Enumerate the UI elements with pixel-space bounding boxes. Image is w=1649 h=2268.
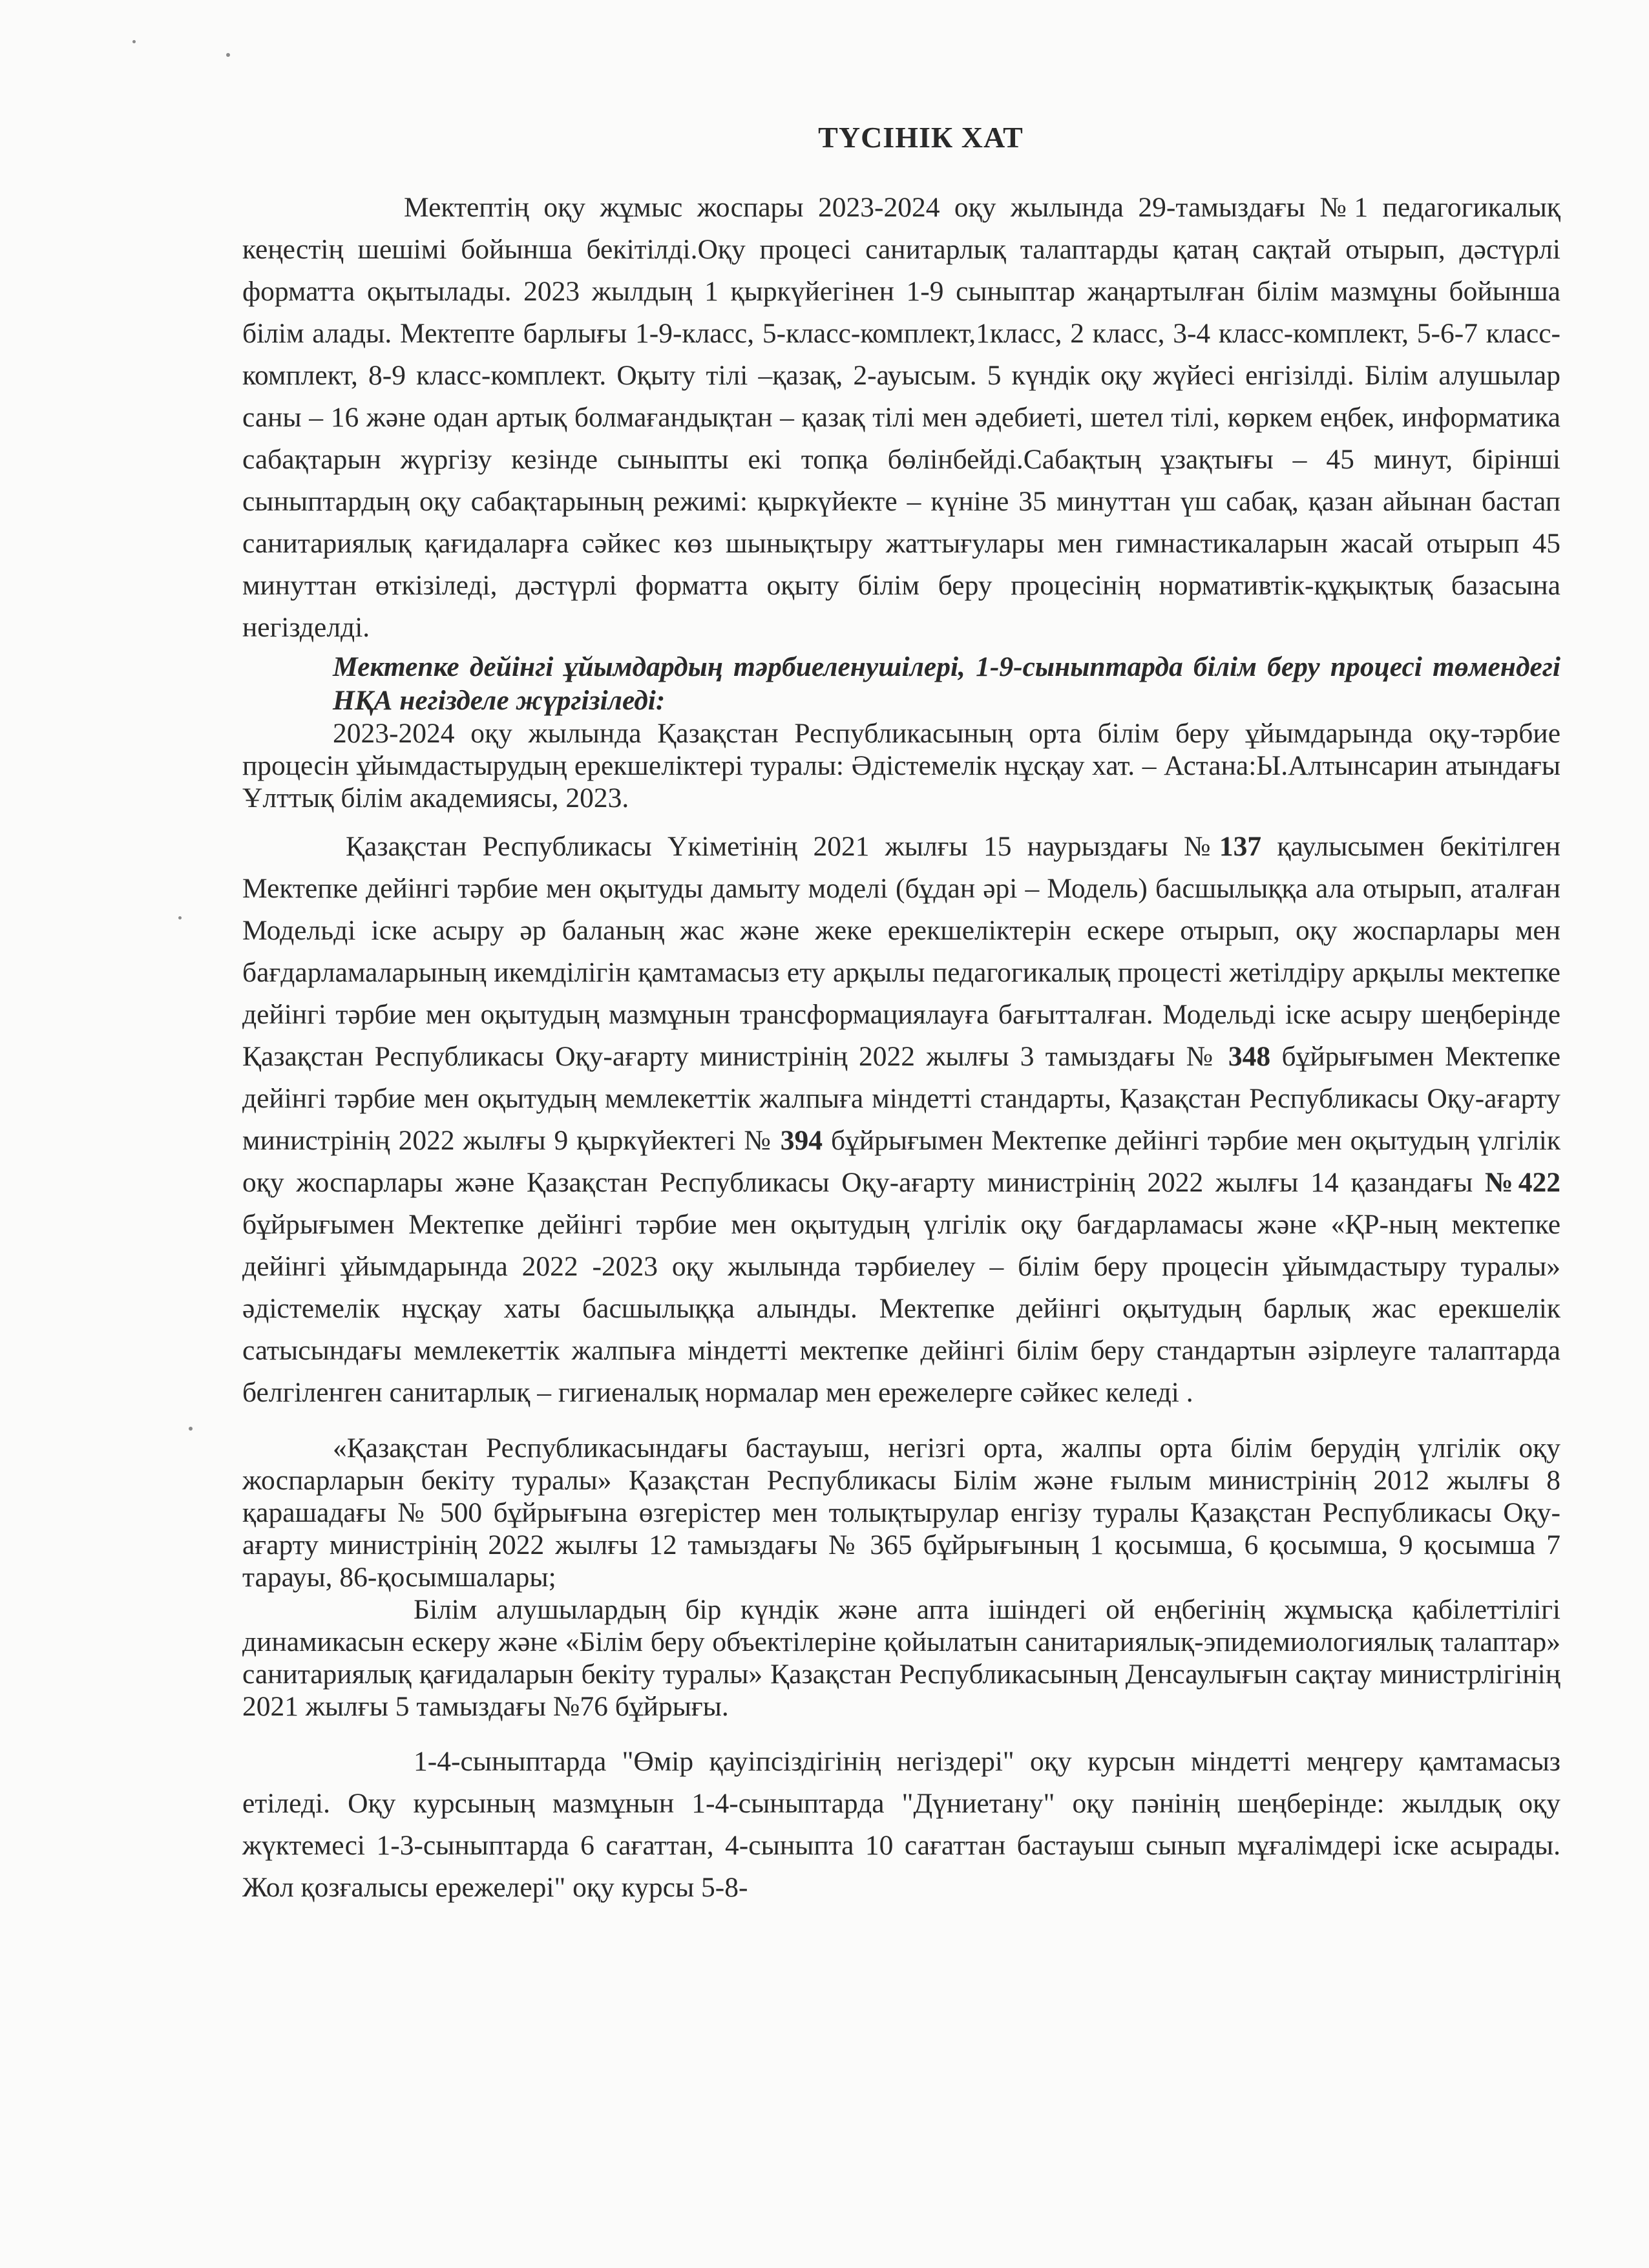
scan-speck xyxy=(178,916,182,919)
paragraph-life-safety-course: 1-4-сыныптарда "Өмір қауіпсіздігінің негіздері" оқу курсын міндетті меңгеру қамтамасыз етіледі. Оқу курсының мазмұнын 1-4-сыныптарда "Дүниетану" оқу пәнінің шеңберінде: жылдық оқу жүктемесі 1-3-сыныптарда 6 сағаттан, 4-сыныпта 10 сағаттан бастауыш сынып мұғалімдері іске асырады. Жол қозғалысы ережелері" оқу курсы 5-8- xyxy=(242,1746,1560,1903)
scan-speck xyxy=(132,40,136,43)
scan-speck xyxy=(226,53,230,57)
paragraph-sanitary-rules: Білім алушылардың бір күндік және апта ішіндегі ой еңбегінің жұмысқа қабілеттілігі динамикасын ескеру және «Білім беру объектілеріне қойылатын санитариялық-эпидемиологиялық талаптар» санитариялық қағидаларын бекіту туралы» Қазақстан Республикасының Денсаулығын сақтау министрлігінің 2021 жылғы 5 тамыздағы №76 бұйрығы. xyxy=(242,1594,1560,1722)
document-title: ТҮСІНІК ХАТ xyxy=(818,121,1024,154)
paragraph-preschool-model: Қазақстан Республикасы Үкіметінің 2021 жылғы 15 наурыздағы №137 қаулысымен бекітілген Мектепке дейінгі тәрбие мен оқытуды дамыту моделі (бұдан әрі – Модель) басшылыққа ала отырып, аталған Модельді іске асыру әр баланың жас және жеке ерекшеліктерін ескере отырып, оқу жоспарлары мен бағдарламаларының икемділігін қамтамасыз ету арқылы педагогикалық процесті жетілдіру арқылы мектепке дейінгі тәрбие мен оқытудың мазмұнын трансформациялауға бағытталған. Модельді іске асыру шеңберінде Қазақстан Республикасы Оқу-ағарту министрінің 2022 жылғы 3 тамыздағы № 348 бұйрығымен Мектепке дейінгі тәрбие мен оқытудың мемлекеттік жалпыға міндетті стандарты, Қазақстан Республикасы Оқу-ағарту министрінің 2022 жылғы 9 қыркүйектегі № 394 бұйрығымен Мектепке дейінгі тәрбие мен оқытудың үлгілік оқу жоспарлары және Қазақстан Республикасы Оқу-ағарту министрінің 2022 жылғы 14 қазандағы №422 бұйрығымен Мектепке дейінгі тәрбие мен оқытудың үлгілік оқу бағдарламасы және «ҚР-ның мектепке дейінгі ұйымдарында 2022 -2023 оқу жылында тәрбиелеу – білім беру процесін ұйымдастыру туралы» әдістемелік нұсқау хаты басшылыққа алынды. Мектепке дейінгі оқытудың барлық жас ерекшелік сатысындағы мемлекеттік жалпыға міндетті мектепке дейінгі білім беру стандартын әзірлеуге талаптарда белгіленген санитарлық – гигиеналық нормалар мен ережелерге сәйкес келеді . xyxy=(242,831,1560,1408)
document-page xyxy=(242,116,1560,1909)
paragraph-curricula-order: «Қазақстан Республикасындағы бастауыш, негізгі орта, жалпы орта білім берудің үлгілік оқу жоспарларын бекіту туралы» Қазақстан Республикасы Білім және ғылым министрінің 2012 жылғы 8 қарашадағы № 500 бұйрығына өзгерістер мен толықтырулар енгізу туралы Қазақстан Республикасы Оқу-ағарту министрінің 2022 жылғы 12 тамыздағы № 365 бұйрығының 1 қосымша, 6 қосымша, 9 қосымша 7 тарауы, 86-қосымшалары; xyxy=(242,1433,1560,1593)
paragraph-school-plan: Мектептің оқу жұмыс жоспары 2023-2024 оқу жылында 29-тамыздағы №1 педагогикалық кеңестің шешімі бойынша бекітілді.Оқу процесі санитарлық талаптарды қатаң сақтай отырып, дәстүрлі форматта оқытылады. 2023 жылдың 1 қыркүйегінен 1-9 сыныптар жаңартылған білім мазмұны бойынша білім алады. Мектепте барлығы 1-9-класс, 5-класс-комплект,1класс, 2 класс, 3-4 класс-комплект, 5-6-7 класс-комплект, 8-9 класс-комплект. Оқыту тілі –қазақ, 2-ауысым. 5 күндік оқу жүйесі енгізілді. Білім алушылар саны – 16 және одан артық болмағандықтан – қазақ тілі мен әдебиеті, шетел тілі, көркем еңбек, информатика сабақтарын жүргізу кезінде сыныпты екі топқа бөлінбейді.Сабақтың ұзақтығы – 45 минут, бірінші сыныптардың оқу сабақтарының режимі: қыркүйекте – күніне 35 минуттан үш сабақ, қазан айынан бастап санитариялық қағидаларға сәйкес көз шынықтыру жаттығулары мен гимнастикаларын жасай отырып 45 минуттан өткізіледі, дәстүрлі форматта оқыту білім беру процесінің нормативтік-құқықтық базасына негізделді. xyxy=(242,192,1560,643)
paragraph-lead-heading: Мектепке дейінгі ұйымдардың тәрбиеленушілері, 1-9-сыныптарда білім беру процесі төмендегі НҚА негізделе жүргізіледі: xyxy=(333,651,1560,716)
scan-speck xyxy=(189,1427,193,1431)
paragraph-methodical-letter: 2023-2024 оқу жылында Қазақстан Республикасының орта білім беру ұйымдарында оқу-тәрбие процесін ұйымдастырудың ерекшеліктері туралы: Әдістемелік нұсқау хат. – Астана:Ы.Алтынсарин атындағы Ұлттық білім академиясы, 2023. xyxy=(242,718,1560,814)
